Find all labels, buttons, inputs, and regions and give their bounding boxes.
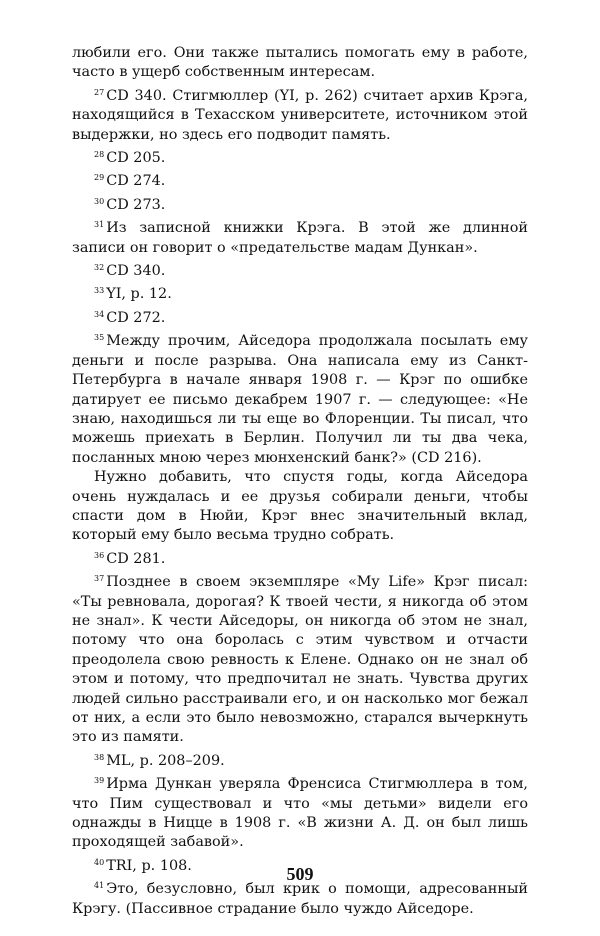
note-text: CD 340. Стигмюллер (YI, p. 262) считает архив Крэга, находящийся в Техасском университете, источником этой выдержки, но здесь его подводит память. bbox=[72, 87, 528, 143]
note-number: 36 bbox=[94, 550, 105, 560]
footnote-32 bbox=[72, 258, 528, 281]
opening-paragraph: любили его. Они также пытались помогать ему в работе, часто в ущерб собственным интересам. bbox=[72, 45, 528, 81]
note-text: CD 205. bbox=[106, 150, 166, 167]
note-number: 29 bbox=[94, 173, 105, 183]
note-text: Ирма Дункан уверяла Френсиса Стигмюллера в том, что Пим существовал и что «мы детьми» видели его однажды в Ницце в 1908 г. «В жизни А. Д. он был лишь проходящей забавой». bbox=[72, 776, 528, 851]
footnote-28 bbox=[72, 145, 528, 168]
footnote-39 bbox=[72, 771, 528, 853]
note-number: 34 bbox=[94, 309, 105, 319]
note-number: 28 bbox=[94, 150, 105, 160]
footnote-29 bbox=[72, 168, 528, 191]
note-number: 33 bbox=[94, 286, 105, 296]
footnote-33 bbox=[72, 281, 528, 304]
page-number: 509 bbox=[286, 864, 314, 884]
note-number: 30 bbox=[94, 196, 105, 206]
note-number: 38 bbox=[94, 752, 105, 762]
note-number: 39 bbox=[94, 776, 105, 786]
footnote-30 bbox=[72, 192, 528, 215]
note-text: Между прочим, Айседора продолжала посылать ему деньги и после разрыва. Она написала ему из Санкт-Петербурга в начале января 1908 г. — Крэг по ошибке датирует ее письмо декабрем 1907 г. — следующее: «Не знаю, находишься ли ты еще во Флоренции. Ты писал, что можешь приехать в Берлин. Получил ли ты два чека, посланных мною через мюнхенский банк?» (CD 216). bbox=[72, 333, 528, 466]
note-text: Из записной книжки Крэга. В этой же длинной записи он говорит о «предательстве мадам Дункан». bbox=[72, 220, 528, 256]
note-text: Это, безусловно, был крик о помощи, адресованный Крэгу. (Пассивное страдание было чуждо Айседоре. bbox=[72, 881, 528, 917]
footnote-27 bbox=[72, 83, 528, 145]
footnote-35 bbox=[72, 328, 528, 468]
continuation-paragraph: Нужно добавить, что спустя годы, когда Айседора очень нуждалась и ее друзья собирали деньги, чтобы спасти дом в Нюйи, Крэг внес значительный вклад, который ему было весьма трудно собрать. bbox=[72, 469, 528, 544]
note-number: 40 bbox=[94, 857, 105, 867]
note-text: CD 340. bbox=[106, 263, 166, 280]
note-number: 37 bbox=[94, 574, 105, 584]
footnote-37 bbox=[72, 569, 528, 748]
note-number: 27 bbox=[94, 87, 105, 97]
note-number: 31 bbox=[94, 220, 105, 230]
note-text: ML, p. 208–209. bbox=[106, 752, 225, 769]
note-text: CD 273. bbox=[106, 196, 166, 213]
footnote-36 bbox=[72, 546, 528, 569]
note-number: 35 bbox=[94, 333, 105, 343]
note-number: 41 bbox=[94, 881, 105, 891]
footnote-34 bbox=[72, 305, 528, 328]
note-text: YI, p. 12. bbox=[106, 286, 172, 303]
note-text: Позднее в своем экземпляре «My Life» Крэг писал: «Ты ревновала, дорогая? К твоей чести, я никогда об этом не знал». К чести Айседоры, он никогда об этом не знал, потому что она боролась с этим чувством и отчасти преодолела свою ревность к Елене. Однако он не знал об этом и потому, что предпочитал не знать. Чувства других людей сильно расстраивали его, и он насколько мог бежал от них, а если это было невозможно, старался вычеркнуть это из памяти. bbox=[72, 574, 528, 746]
note-text: CD 274. bbox=[106, 173, 166, 190]
note-text: CD 272. bbox=[106, 309, 166, 326]
footnote-38 bbox=[72, 748, 528, 771]
note-text: TRI, p. 108. bbox=[106, 857, 192, 874]
page-body bbox=[72, 44, 528, 919]
note-text: CD 281. bbox=[106, 550, 166, 567]
footnote-31 bbox=[72, 215, 528, 258]
note-number: 32 bbox=[94, 263, 105, 273]
